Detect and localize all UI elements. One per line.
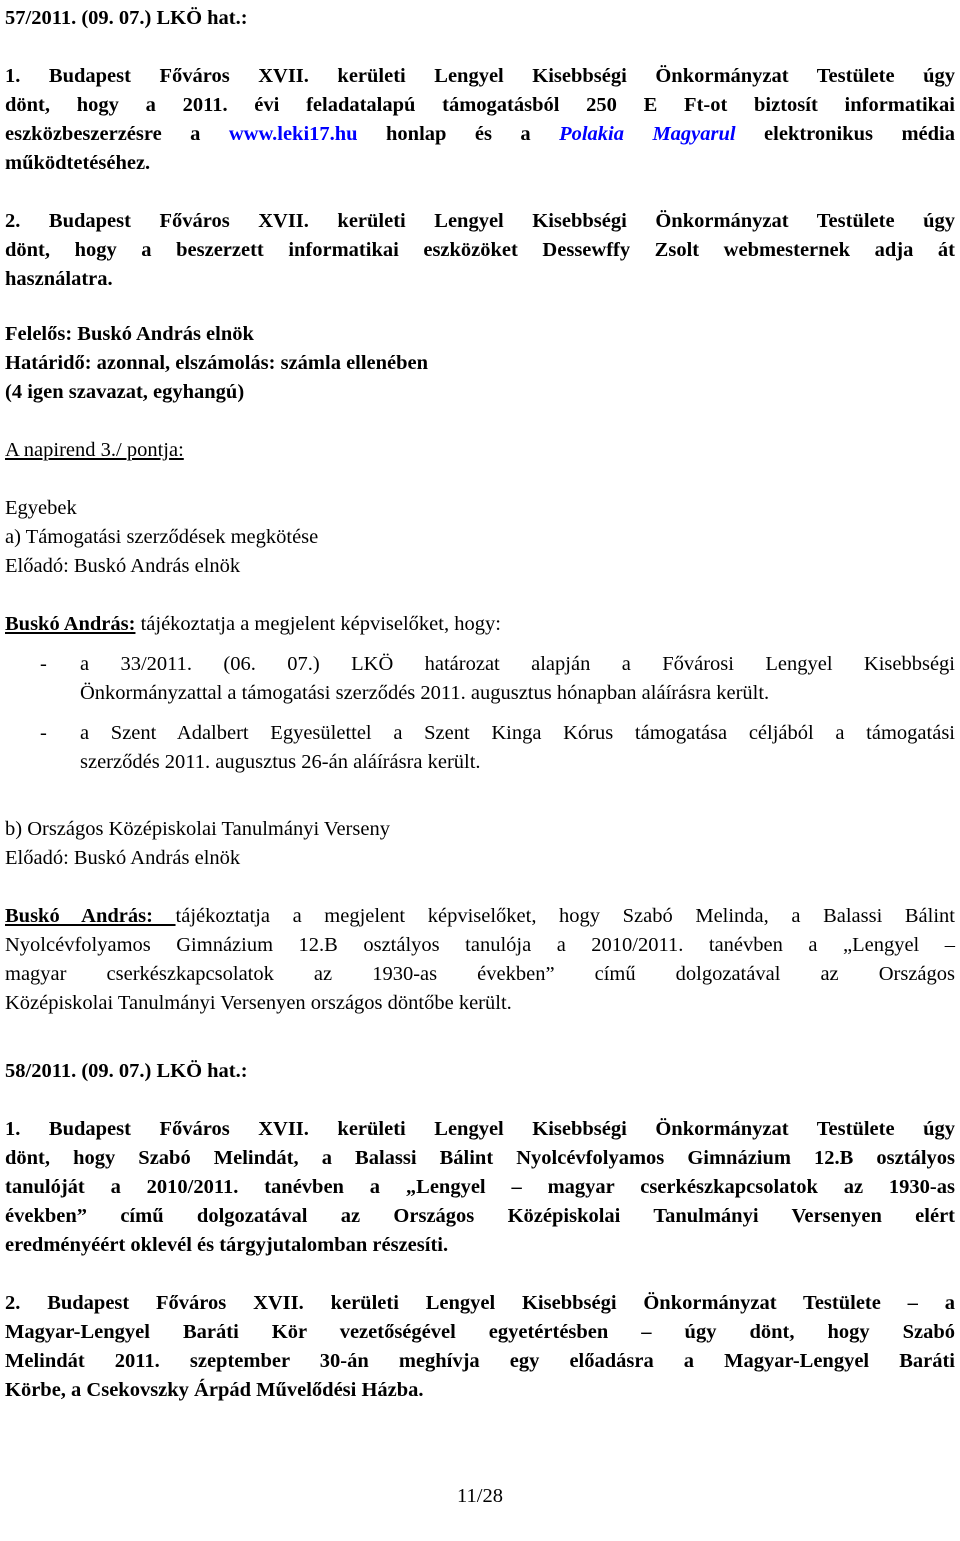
speaker-name: Buskó András: — [5, 905, 176, 927]
subtopic-a-report — [5, 610, 501, 639]
line-text: elektronikus média — [735, 123, 955, 145]
responsible-person: Felelős: Buskó András elnök — [5, 323, 254, 345]
resolution-58-item1-line2: dönt, hogy Szabó Melindát, a Balassi Bálint Nyolcévfolyamos Gimnázium 12.B osztályos — [5, 1147, 955, 1169]
resolution-57-item2-line3: használatra. — [5, 268, 113, 290]
bullet-dash: - — [40, 722, 47, 744]
resolution-57-item2-line2: dönt, hogy a beszerzett informatikai eszközöket Dessewffy Zsolt webmesternek adja át — [5, 239, 955, 261]
speaker-name: Buskó András: — [5, 613, 136, 635]
bullet-1-line2: Önkormányzattal a támogatási szerződés 2011. augusztus hónapban aláírásra került. — [80, 682, 770, 704]
bullet-2-line2: szerződés 2011. augusztus 26-án aláírásra került. — [80, 751, 481, 773]
resolution-58-item1-line5: eredményéért oklevél és tárgyjutalomban részesíti. — [5, 1234, 449, 1256]
deadline: Határidő: azonnal, elszámolás: számla ellenében — [5, 352, 429, 374]
subtopic-b-report-line1 — [5, 902, 955, 931]
resolution-title-57: 57/2011. (09. 07.) LKÖ hat.: — [5, 7, 248, 29]
resolution-58-item1-line3: tanulóját a 2010/2011. tanévben a „Lengyel – magyar cserkészkapcsolatok az 1930-as — [5, 1176, 955, 1198]
resolution-57-item2-line1: 2. Budapest Főváros XVII. kerületi Lengyel Kisebbségi Önkormányzat Testülete úgy — [5, 210, 955, 232]
line-text: eszközbeszerzésre a — [5, 123, 229, 145]
resolution-57-item1-line3 — [5, 120, 955, 149]
agenda-subject: Egyebek — [5, 497, 77, 519]
resolution-title-58: 58/2011. (09. 07.) LKÖ hat.: — [5, 1060, 248, 1082]
page-number: 11/28 — [457, 1485, 503, 1507]
resolution-58-item2-line3: Melindát 2011. szeptember 30-án meghívja egy előadásra a Magyar-Lengyel Baráti — [5, 1350, 955, 1372]
subtopic-a-title: a) Támogatási szerződések megkötése — [5, 526, 319, 548]
subtopic-b-report-line2: Nyolcévfolyamos Gimnázium 12.B osztályos tanulója a 2010/2011. tanévben a „Lengyel – — [5, 934, 955, 956]
website-link[interactable]: www.leki17.hu — [228, 123, 358, 145]
resolution-57-item1-line4: működtetéséhez. — [5, 152, 151, 174]
speaker-text: tájékoztatja a megjelent képviselőket, hogy Szabó Melinda, a Balassi Bálint — [175, 905, 955, 927]
subtopic-b-title: b) Országos Középiskolai Tanulmányi Verseny — [5, 818, 390, 840]
resolution-57-item1-line1: 1. Budapest Főváros XVII. kerületi Lengyel Kisebbségi Önkormányzat Testülete úgy — [5, 65, 955, 87]
agenda-heading: A napirend 3./ pontja: — [5, 439, 184, 461]
subtopic-a-presenter: Előadó: Buskó András elnök — [5, 555, 241, 577]
line-text: honlap és a — [357, 123, 560, 145]
bullet-1-line1: a 33/2011. (06. 07.) LKÖ határozat alapján a Fővárosi Lengyel Kisebbségi — [80, 653, 955, 675]
bullet-dash: - — [40, 653, 47, 675]
resolution-58-item2-line4: Körbe, a Csekovszky Árpád Művelődési Házba. — [5, 1379, 424, 1401]
resolution-58-item1-line4: években” című dolgozatával az Országos Középiskolai Tanulmányi Versenyen elért — [5, 1205, 955, 1227]
resolution-58-item1-line1: 1. Budapest Főváros XVII. kerületi Lengyel Kisebbségi Önkormányzat Testülete úgy — [5, 1118, 955, 1140]
resolution-58-item2-line1: 2. Budapest Főváros XVII. kerületi Lengyel Kisebbségi Önkormányzat Testülete – a — [5, 1292, 955, 1314]
subtopic-b-report-line4: Középiskolai Tanulmányi Versenyen országos döntőbe került. — [5, 992, 512, 1014]
subtopic-b-presenter: Előadó: Buskó András elnök — [5, 847, 241, 869]
resolution-57-item1-line2: dönt, hogy a 2011. évi feladatalapú támogatásból 250 E Ft-ot biztosít informatikai — [5, 94, 955, 116]
bullet-2-line1: a Szent Adalbert Egyesülettel a Szent Kinga Kórus támogatása céljából a támogatási — [80, 722, 955, 744]
speaker-text: tájékoztatja a megjelent képviselőket, hogy: — [135, 613, 501, 635]
vote-result: (4 igen szavazat, egyhangú) — [5, 381, 245, 403]
media-name: Polakia Magyarul — [559, 123, 736, 145]
resolution-58-item2-line2: Magyar-Lengyel Baráti Kör vezetőségével egyetértésben – úgy dönt, hogy Szabó — [5, 1321, 955, 1343]
subtopic-b-report-line3: magyar cserkészkapcsolatok az 1930-as években” című dolgozatával az Országos — [5, 963, 955, 985]
